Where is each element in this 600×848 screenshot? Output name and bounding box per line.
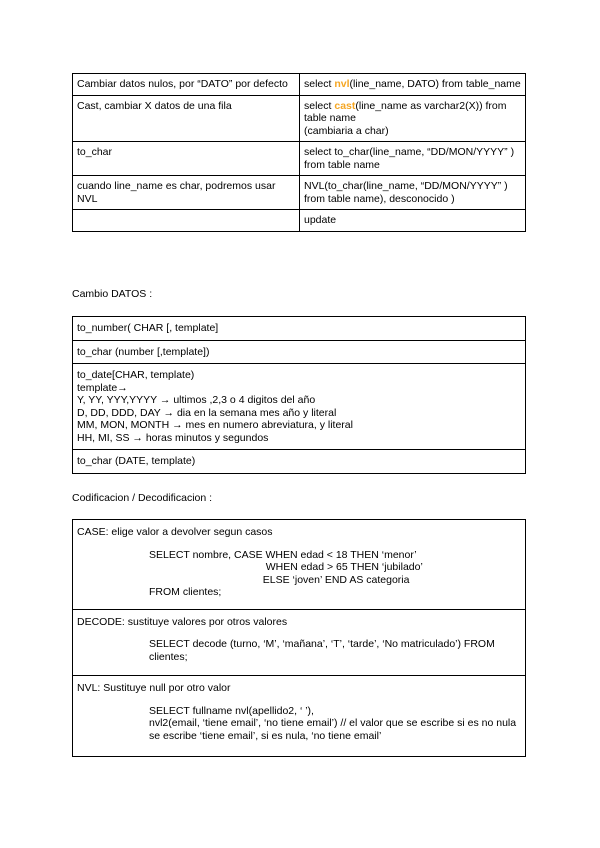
table-row: [73, 676, 526, 757]
code-cell: NVL(to_char(line_name, “DD/MON/YYYY” ) from table name), desconocido ): [300, 176, 526, 210]
conversion-cell: to_number( CHAR [, template]: [73, 317, 526, 341]
nvl-code: SELECT fullname nvl(apellido2, ‘ ’), nvl2(email, ‘tiene email’, ‘no tiene email’) // el valor que se escribe si es no nula se escribe ‘tiene email’, si es nula, ‘no tiene email’: [149, 704, 517, 742]
conversion-cell: to_char (DATE, template): [73, 450, 526, 474]
nvl-cell: [73, 676, 526, 757]
section-heading-cambio: Cambio DATOS :: [72, 288, 153, 300]
highlight-keyword: cast: [334, 99, 356, 112]
decode-cell: [73, 609, 526, 676]
description-cell: to_char: [73, 142, 300, 176]
table-row: [73, 520, 526, 610]
functions-table: [72, 73, 526, 232]
case-cell: [73, 520, 526, 610]
code-post: (line_name, DATO) from table_name: [349, 78, 521, 90]
table-row: [73, 142, 526, 176]
table-row: [73, 450, 526, 474]
table-row: [73, 340, 526, 364]
codificacion-table: [72, 519, 526, 757]
table-row: [73, 364, 526, 450]
table-row: [73, 317, 526, 341]
code-cell: update: [300, 210, 526, 232]
section-heading-codificacion: Codificacion / Decodificacion :: [72, 492, 213, 504]
code-pre: select: [304, 99, 335, 112]
conversion-cell: to_date[CHAR, template) template→ Y, YY, YYY,YYYY → ultimos ,2,3 o 4 digitos del año D, DD, DDD, DAY → dia en la semana mes año y literal MM, MON, MONTH → mes en numero abreviatura, y literal HH, MI, SS → horas minutos y segundos: [73, 364, 526, 450]
table-row: [73, 609, 526, 676]
description-cell: Cast, cambiar X datos de una fila: [73, 95, 300, 142]
table-row: [73, 74, 526, 96]
table-row: [73, 95, 526, 142]
conversion-table: [72, 316, 526, 474]
table-row: [73, 176, 526, 210]
case-code: SELECT nombre, CASE WHEN edad < 18 THEN ‘menor’ WHEN edad > 65 THEN ‘jubilado’ ELSE ‘joven’ END AS categoria FROM clientes;: [149, 548, 423, 598]
highlight-keyword: nvl: [334, 78, 350, 90]
description-cell: [73, 210, 300, 232]
decode-title: DECODE: sustituye valores por otros valores: [77, 615, 288, 628]
conversion-cell: to_char (number [,template]): [73, 340, 526, 364]
description-cell: Cambiar datos nulos, por “DATO” por defecto: [73, 74, 300, 96]
code-cell: [300, 74, 526, 96]
code-cell: select to_char(line_name, “DD/MON/YYYY” ) from table name: [300, 142, 526, 176]
decode-code: SELECT decode (turno, ‘M’, ‘mañana’, ‘T’, ‘tarde’, ‘No matriculado’) FROM clientes;: [149, 638, 498, 663]
code-cell: [300, 95, 526, 142]
nvl-title: NVL: Sustituye null por otro valor: [77, 682, 231, 694]
case-title: CASE: elige valor a devolver segun casos: [77, 526, 273, 538]
description-cell: cuando line_name es char, podremos usar NVL: [73, 176, 300, 210]
code-pre: select: [304, 78, 335, 90]
table-row: [73, 210, 526, 232]
code-post: (line_name as varchar2(X)) from table name (cambiaria a char): [304, 99, 507, 137]
